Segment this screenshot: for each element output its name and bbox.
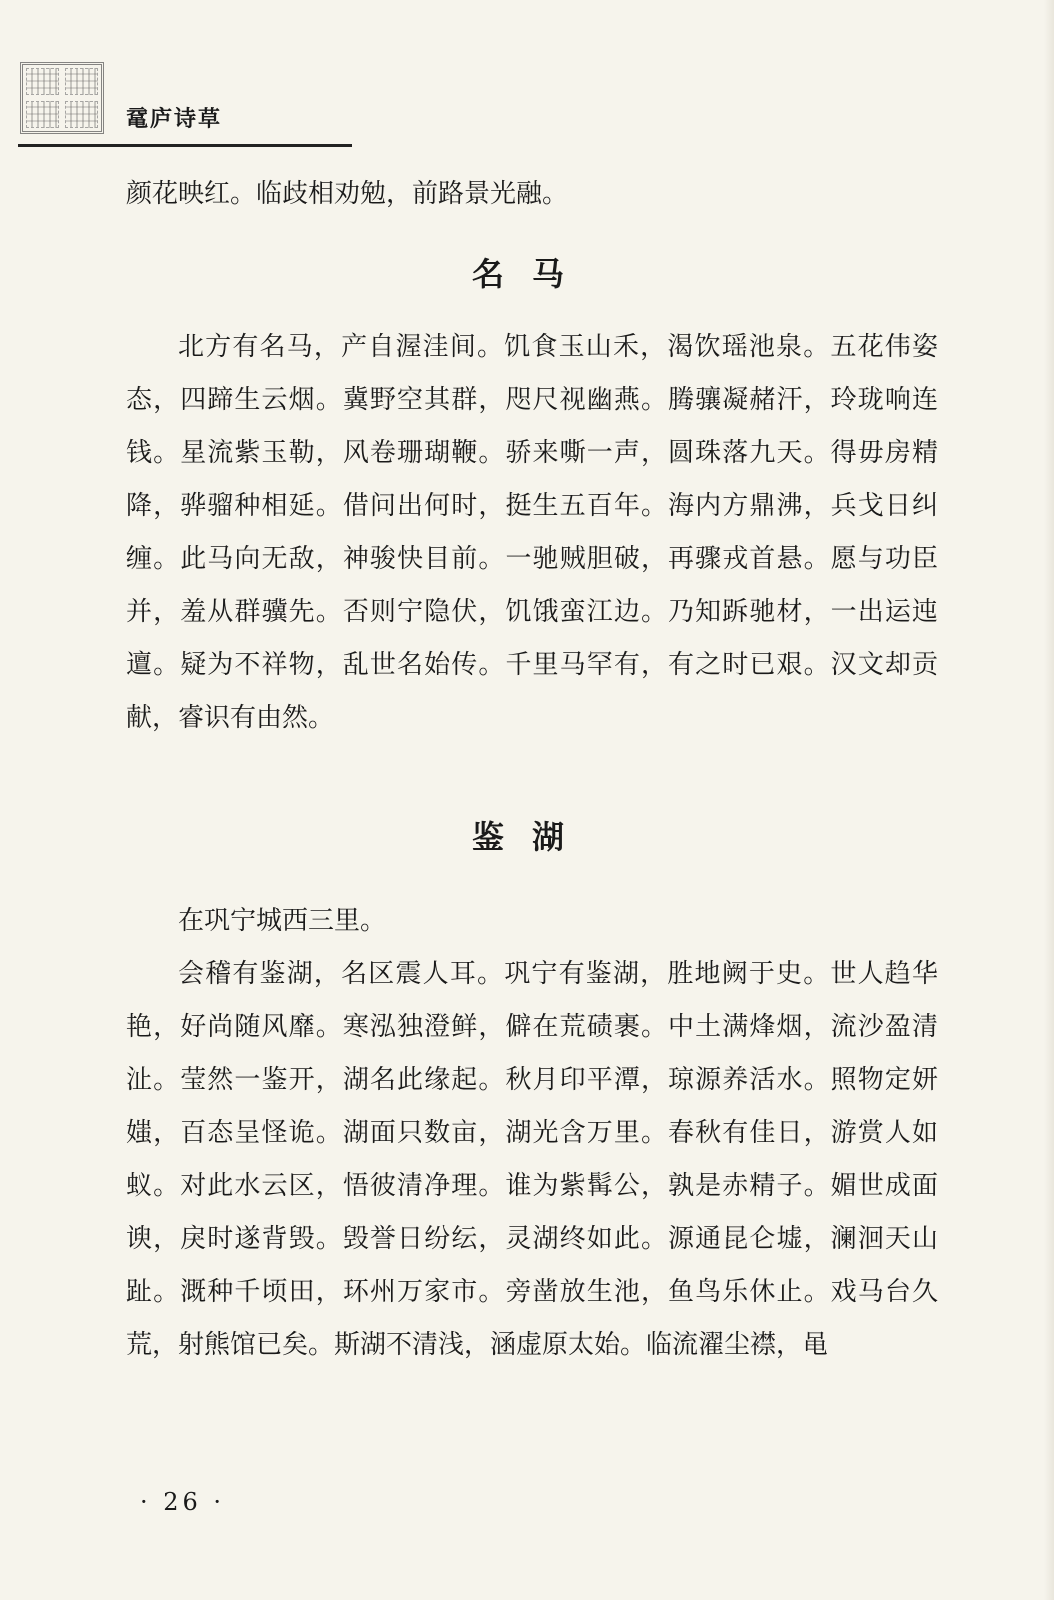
header-rule [18,144,352,147]
page-body [126,168,938,1372]
seal-stamp-icon [20,62,104,134]
poem-text: 会稽有鉴湖，名区震人耳。巩宁有鉴湖，胜地阙于史。世人趋华艳，好尚随风靡。寒泓独澄鲜，僻在荒碛裹。中土满烽烟，流沙盈清沚。莹然一鉴开，湖名此缘起。秋月印平潭，琼源养活水。照物定妍媸，百态呈怪诡。湖面只数亩，湖光含万里。春秋有佳日，游赏人如蚁。对此水云区，悟彼清净理。谁为紫髯公，孰是赤精子。媚世成面谀，戾时遂背毁。毁誉日纷纭，灵湖终如此。源通昆仑墟，澜洄天山趾。溉种千顷田，环州万家市。旁凿放生池，鱼鸟乐休止。戏马台久荒，射熊馆已矣。斯湖不清浅，涵虚原太始。临流濯尘襟，黾 [126,959,938,1360]
page-number: · 26 · [140,1488,226,1516]
page-header [18,60,358,152]
page-edge [1044,0,1054,1600]
poem-note: 在巩宁城西三里。 [178,906,387,936]
running-title: 鼋庐诗草 [126,107,223,132]
poem-title: 名马 [471,255,592,293]
poem-text: 北方有名马，产自渥洼间。饥食玉山禾，渴饮瑶池泉。五花伟姿态，四蹄生云烟。冀野空其群，咫尺视幽燕。腾骧凝赭汗，玲珑响连钱。星流紫玉勒，风卷珊瑚鞭。骄来嘶一声，圆珠落九天。得毋房精降，骅骝种相延。借问出何时，挺生五百年。海内方鼎沸，兵戈日纠缠。此马向无敌，神骏快目前。一驰贼胆破，再骤戎首悬。愿与功臣并，羞从群骥先。否则宁隐伏，饥饿蛮江边。乃知跅驰材，一出运迍邅。疑为不祥物，乱世名始传。千里马罕有，有之时已艰。汉文却贡献，睿识有由然。 [126,332,938,733]
carry-over-text: 颜花映红。临歧相劝勉，前路景光融。 [126,179,569,209]
poem-title: 鉴湖 [471,818,592,856]
